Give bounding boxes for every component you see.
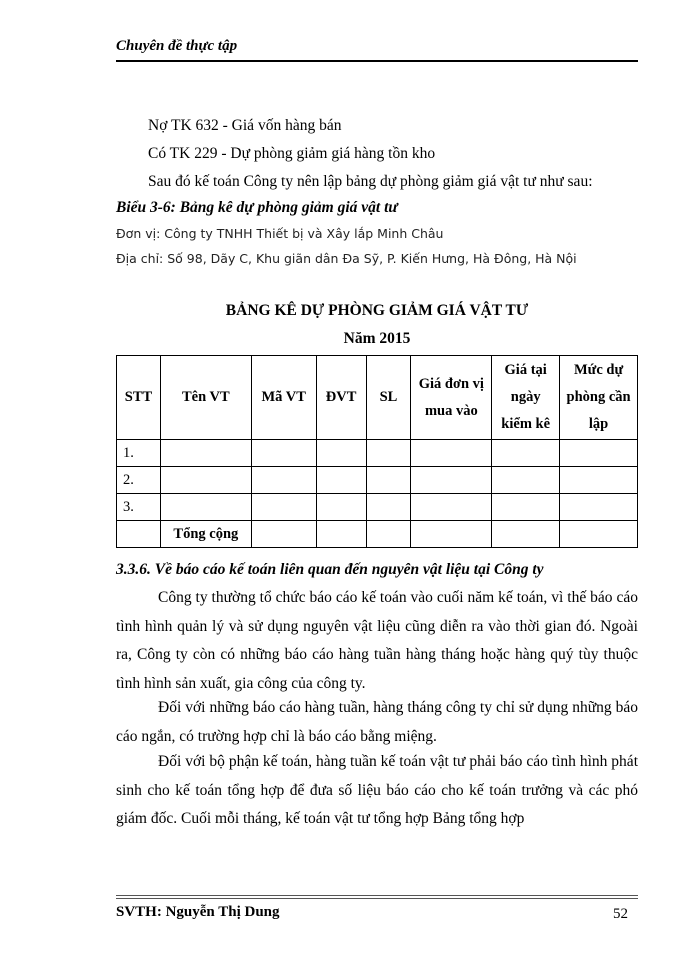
table-year: Năm 2015 <box>343 330 411 347</box>
page-header: Chuyên đề thực tập <box>116 38 638 62</box>
row-index: 2. <box>117 467 161 494</box>
col-header-gia-mua: Giá đơn vị mua vào <box>411 356 492 440</box>
company-unit: Đơn vị: Công ty TNHH Thiết bị và Xây lắp Minh Châu <box>116 226 444 241</box>
table-row <box>117 467 638 494</box>
col-header-muc-du-phong: Mức dự phòng cần lập <box>560 356 638 440</box>
company-address: Địa chỉ: Số 98, Dãy C, Khu giãn dân Đa Sỹ, P. Kiến Hưng, Hà Đông, Hà Nội <box>116 251 577 266</box>
row-index: 1. <box>117 440 161 467</box>
table-row <box>117 494 638 521</box>
paragraph-3: Đối với bộ phận kế toán, hàng tuần kế toán vật tư phải báo cáo tình hình phát sinh cho kế toán tổng hợp để đưa số liệu báo cáo cho kế toán trưởng và các phó giám đốc. Cuối mỗi tháng, kế toán vật tư tổng hợp Bảng tổng hợp <box>116 753 638 827</box>
row-index: 3. <box>117 494 161 521</box>
col-header-dvt: ĐVT <box>316 356 366 440</box>
journal-debit-line: Nợ TK 632 - Giá vốn hàng bán <box>148 117 342 134</box>
paragraph-1: Công ty thường tổ chức báo cáo kế toán vào cuối năm kế toán, vì thế báo cáo tình hình quản lý và sử dụng nguyên vật liệu cũng diễn ra vào thời gian đó. Ngoài ra, Công ty còn có những báo cáo hàng tuần hàng tháng hoặc hàng quý tùy thuộc tình hình sản xuất, gia công của công ty. <box>116 589 638 692</box>
page-footer <box>116 895 638 925</box>
col-header-ma-vt: Mã VT <box>251 356 316 440</box>
col-header-gia-kiem-ke: Giá tại ngày kiểm kê <box>492 356 560 440</box>
table-row <box>117 440 638 467</box>
table-title: BẢNG KÊ DỰ PHÒNG GIẢM GIÁ VẬT TƯ <box>225 302 529 319</box>
footer-author: SVTH: Nguyễn Thị Dung <box>116 904 280 920</box>
form-label: Biểu 3-6: Bảng kê dự phòng giảm giá vật tư <box>116 199 398 216</box>
total-label: Tổng cộng <box>160 521 251 548</box>
section-heading: 3.3.6. Về báo cáo kế toán liên quan đến nguyên vật liệu tại Công ty <box>116 561 544 578</box>
page-number: 52 <box>613 906 628 922</box>
col-header-sl: SL <box>366 356 411 440</box>
table-total-row <box>117 521 638 548</box>
journal-credit-line: Có TK 229 - Dự phòng giảm giá hàng tồn kho <box>148 145 436 162</box>
intro-sentence: Sau đó kế toán Công ty nên lập bảng dự phòng giảm giá vật tư như sau: <box>148 173 593 190</box>
table-header-row <box>117 356 638 440</box>
col-header-stt: STT <box>117 356 161 440</box>
paragraph-2: Đối với những báo cáo hàng tuần, hàng tháng công ty chỉ sử dụng những báo cáo ngắn, có trường hợp chỉ là báo cáo bằng miệng. <box>116 699 638 745</box>
col-header-ten-vt: Tên VT <box>160 356 251 440</box>
provision-table <box>116 355 638 548</box>
